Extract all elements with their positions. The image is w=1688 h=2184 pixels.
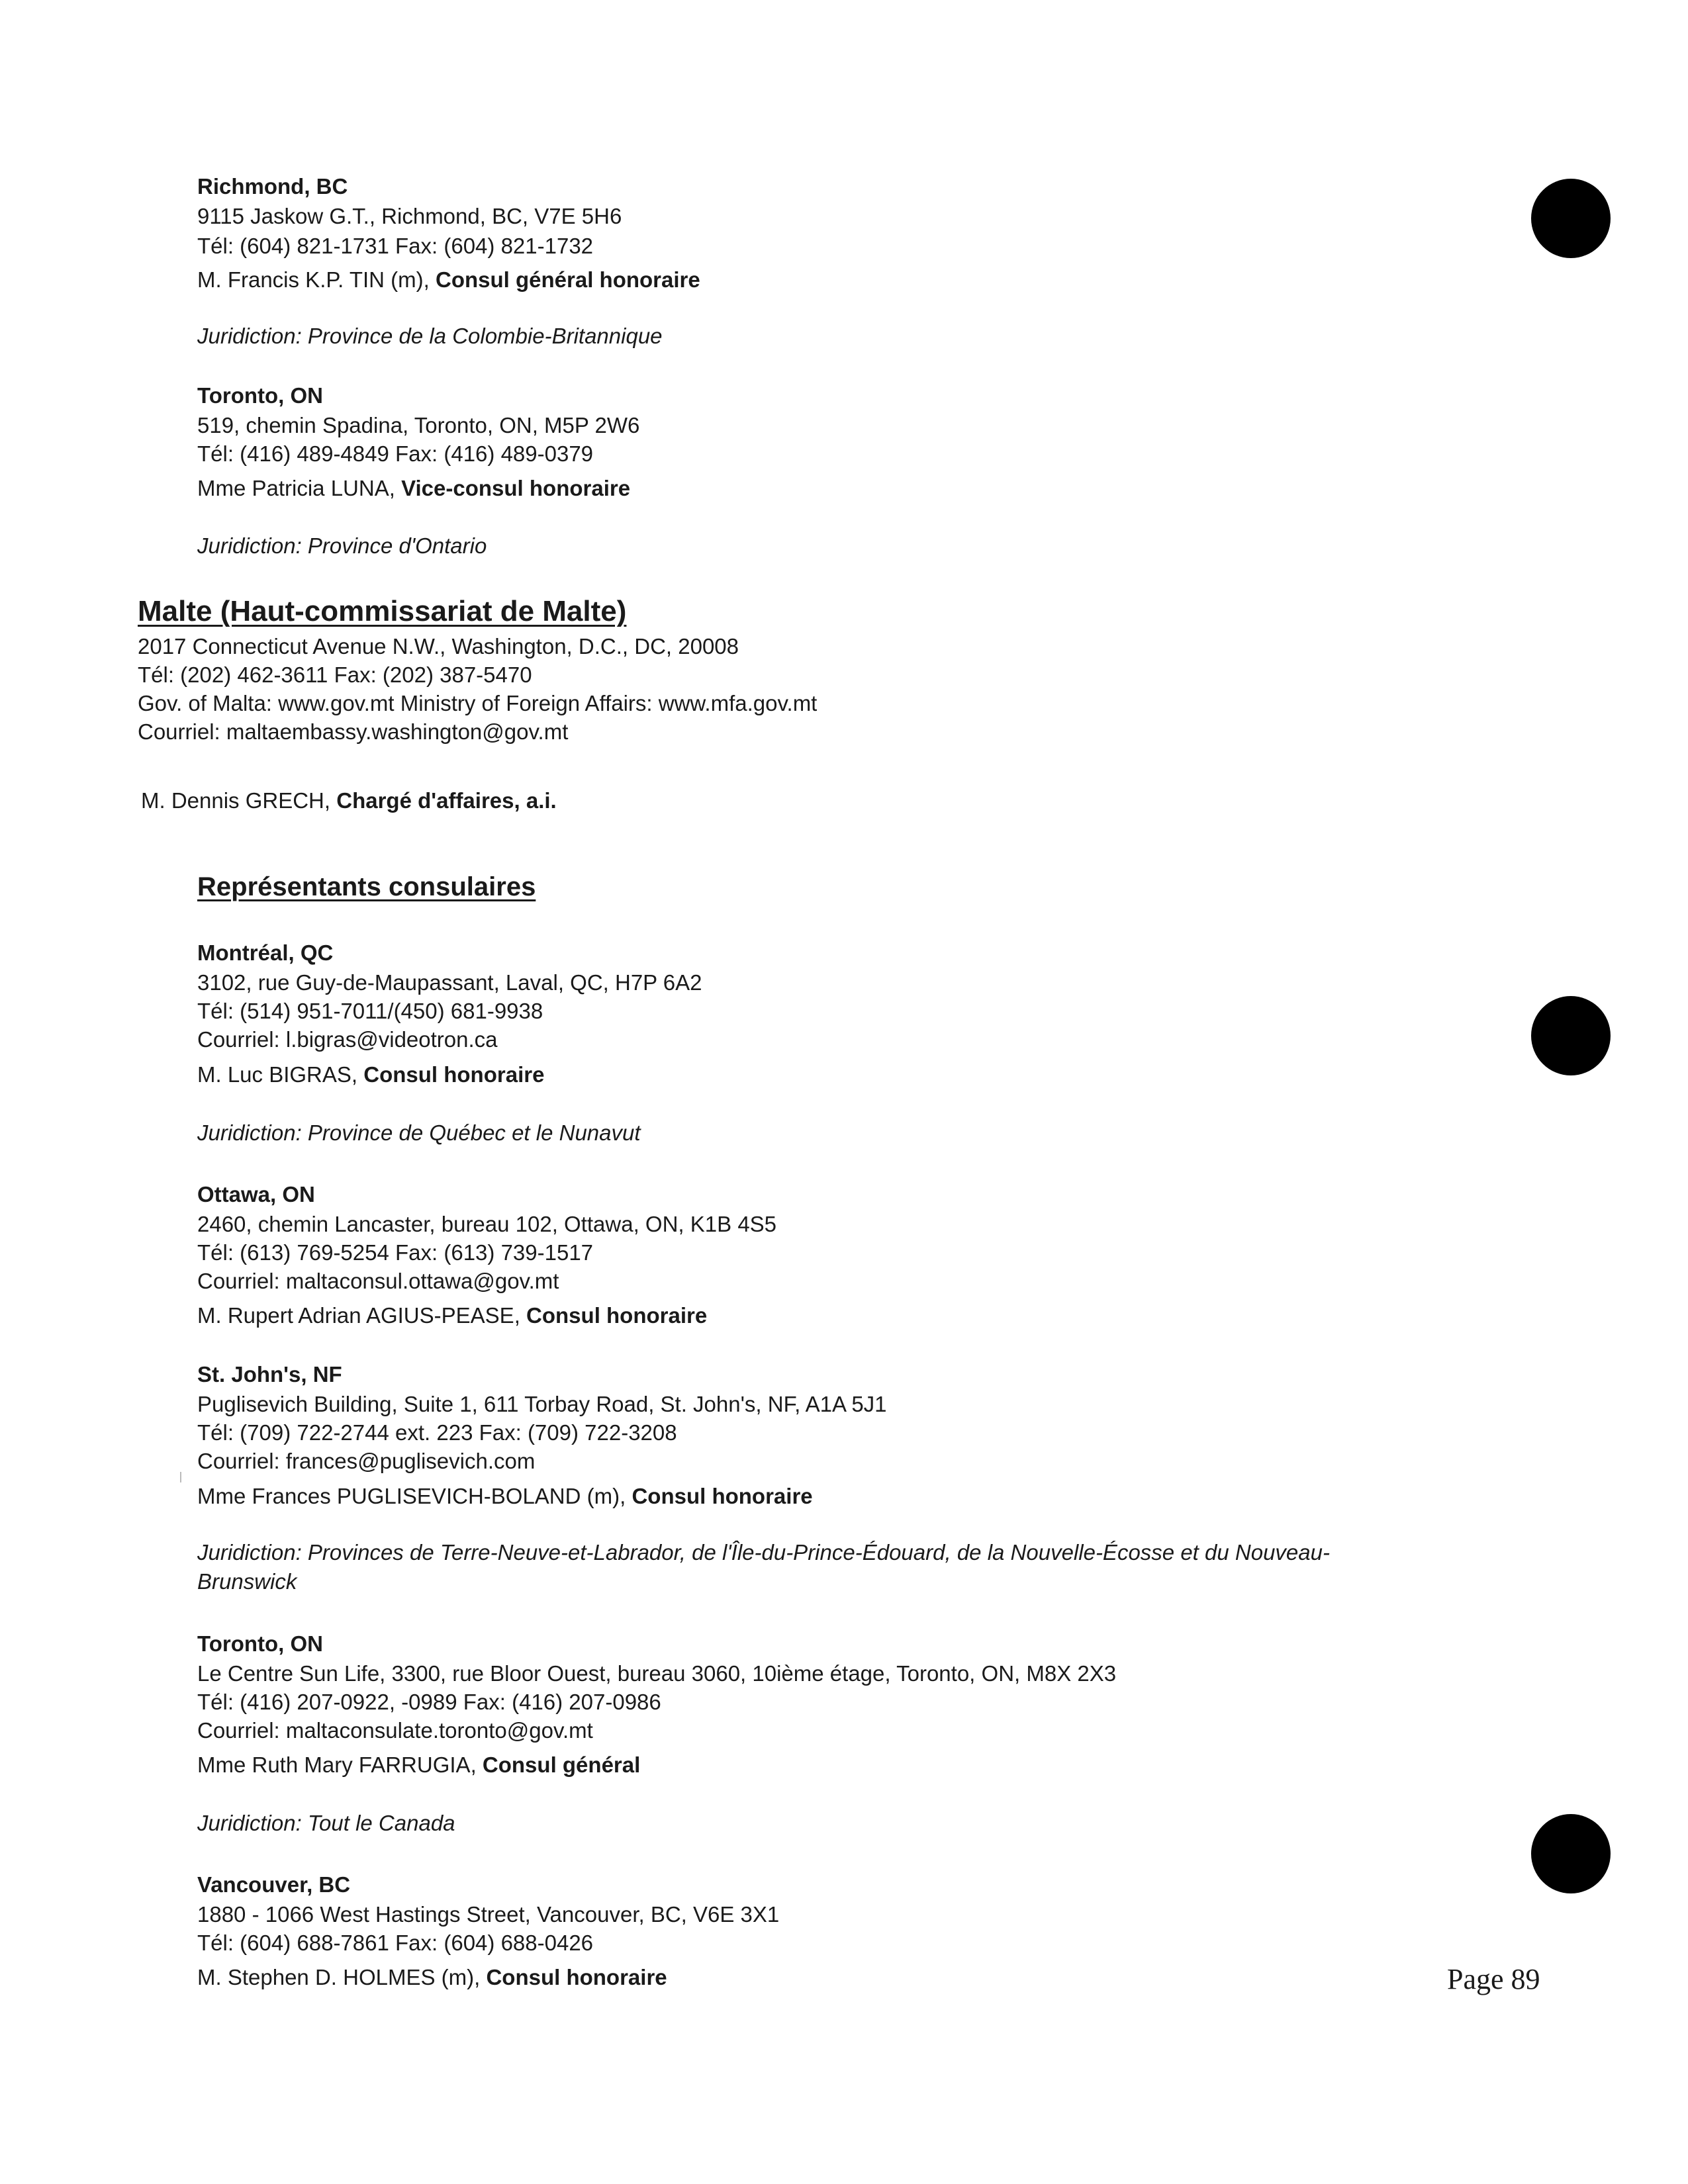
entry-person [197,1302,707,1329]
person-title: Vice-consul honoraire [401,476,631,500]
entry-jurisdiction: Juridiction: Province de Québec et le Nunavut [197,1120,641,1145]
entry-city: Montréal, QC [197,940,334,965]
entry-email: Courriel: frances@puglisevich.com [197,1449,536,1473]
entry-person [197,1752,640,1778]
page-number: Page 89 [1447,1963,1540,1995]
person-title: Consul honoraire [486,1965,667,1989]
entry-jurisdiction: Juridiction: Tout le Canada [197,1811,455,1835]
person-name: M. Stephen D. HOLMES (m), [197,1965,487,1989]
entry-phone: Tél: (416) 207-0922, -0989 Fax: (416) 207-0986 [197,1690,661,1714]
entry-city: Ottawa, ON [197,1182,315,1206]
entry-city: Richmond, BC [197,174,348,199]
person-title: Consul général honoraire [436,267,700,292]
scan-mark [180,1472,181,1482]
punch-hole-top [1531,179,1611,258]
entry-jurisdiction-cont: Brunswick [197,1569,297,1594]
entry-person [197,1964,667,1991]
person-name: Mme Ruth Mary FARRUGIA, [197,1752,483,1777]
mission-gov: Gov. of Malta: www.gov.mt Ministry of Foreign Affairs: www.mfa.gov.mt [138,691,818,715]
entry-email: Courriel: maltaconsul.ottawa@gov.mt [197,1269,559,1293]
entry-email: Courriel: l.bigras@videotron.ca [197,1027,498,1052]
entry-city: Vancouver, BC [197,1872,351,1897]
entry-address: 3102, rue Guy-de-Maupassant, Laval, QC, H7P 6A2 [197,970,702,995]
mission-email: Courriel: maltaembassy.washington@gov.mt [138,719,569,744]
entry-address: 9115 Jaskow G.T., Richmond, BC, V7E 5H6 [197,204,622,228]
person-name: M. Luc BIGRAS, [197,1062,364,1087]
mission-phone: Tél: (202) 462-3611 Fax: (202) 387-5470 [138,662,532,687]
consular-heading: Représentants consulaires [197,872,536,901]
entry-email: Courriel: maltaconsulate.toronto@gov.mt [197,1718,593,1743]
entry-address: 2460, chemin Lancaster, bureau 102, Ottawa, ON, K1B 4S5 [197,1212,777,1236]
entry-jurisdiction: Juridiction: Province de la Colombie-Britannique [197,324,663,348]
person-title: Consul honoraire [363,1062,545,1087]
person-name: Mme Patricia LUNA, [197,476,402,500]
head-title: Chargé d'affaires, a.i. [336,788,557,813]
entry-address: 519, chemin Spadina, Toronto, ON, M5P 2W6 [197,413,640,437]
entry-person [197,475,630,502]
entry-address: 1880 - 1066 West Hastings Street, Vancouver, BC, V6E 3X1 [197,1902,780,1927]
entry-person [197,1483,813,1510]
person-name: M. Francis K.P. TIN (m), [197,267,436,292]
entry-address: Puglisevich Building, Suite 1, 611 Torbay Road, St. John's, NF, A1A 5J1 [197,1392,887,1416]
entry-phone: Tél: (514) 951-7011/(450) 681-9938 [197,999,543,1023]
entry-phone: Tél: (604) 821-1731 Fax: (604) 821-1732 [197,234,594,258]
person-name: Mme Frances PUGLISEVICH-BOLAND (m), [197,1484,632,1508]
person-title: Consul honoraire [632,1484,813,1508]
entry-city: St. John's, NF [197,1362,342,1387]
entry-city: Toronto, ON [197,1631,324,1656]
punch-hole-middle [1531,996,1611,1075]
mission-title: Malte (Haut-commissariat de Malte) [138,595,627,627]
person-title: Consul général [482,1752,641,1777]
entry-phone: Tél: (709) 722-2744 ext. 223 Fax: (709) 722-3208 [197,1420,677,1445]
head-name: M. Dennis GRECH, [141,788,337,813]
entry-phone: Tél: (416) 489-4849 Fax: (416) 489-0379 [197,441,594,466]
mission-address: 2017 Connecticut Avenue N.W., Washington, D.C., DC, 20008 [138,634,739,659]
entry-city: Toronto, ON [197,383,324,408]
mission-head [141,788,557,814]
entry-person [197,1062,544,1088]
entry-phone: Tél: (604) 688-7861 Fax: (604) 688-0426 [197,1931,594,1955]
entry-person [197,267,700,293]
person-name: M. Rupert Adrian AGIUS-PEASE, [197,1303,527,1328]
person-title: Consul honoraire [526,1303,708,1328]
entry-jurisdiction: Juridiction: Province d'Ontario [197,533,487,558]
entry-jurisdiction: Juridiction: Provinces de Terre-Neuve-et-Labrador, de l'Île-du-Prince-Édouard, de la Nouvelle-Écosse et du Nouveau- [197,1540,1330,1565]
punch-hole-bottom [1531,1814,1611,1893]
entry-address: Le Centre Sun Life, 3300, rue Bloor Ouest, bureau 3060, 10ième étage, Toronto, ON, M8X 2X3 [197,1661,1117,1686]
entry-phone: Tél: (613) 769-5254 Fax: (613) 739-1517 [197,1240,594,1265]
